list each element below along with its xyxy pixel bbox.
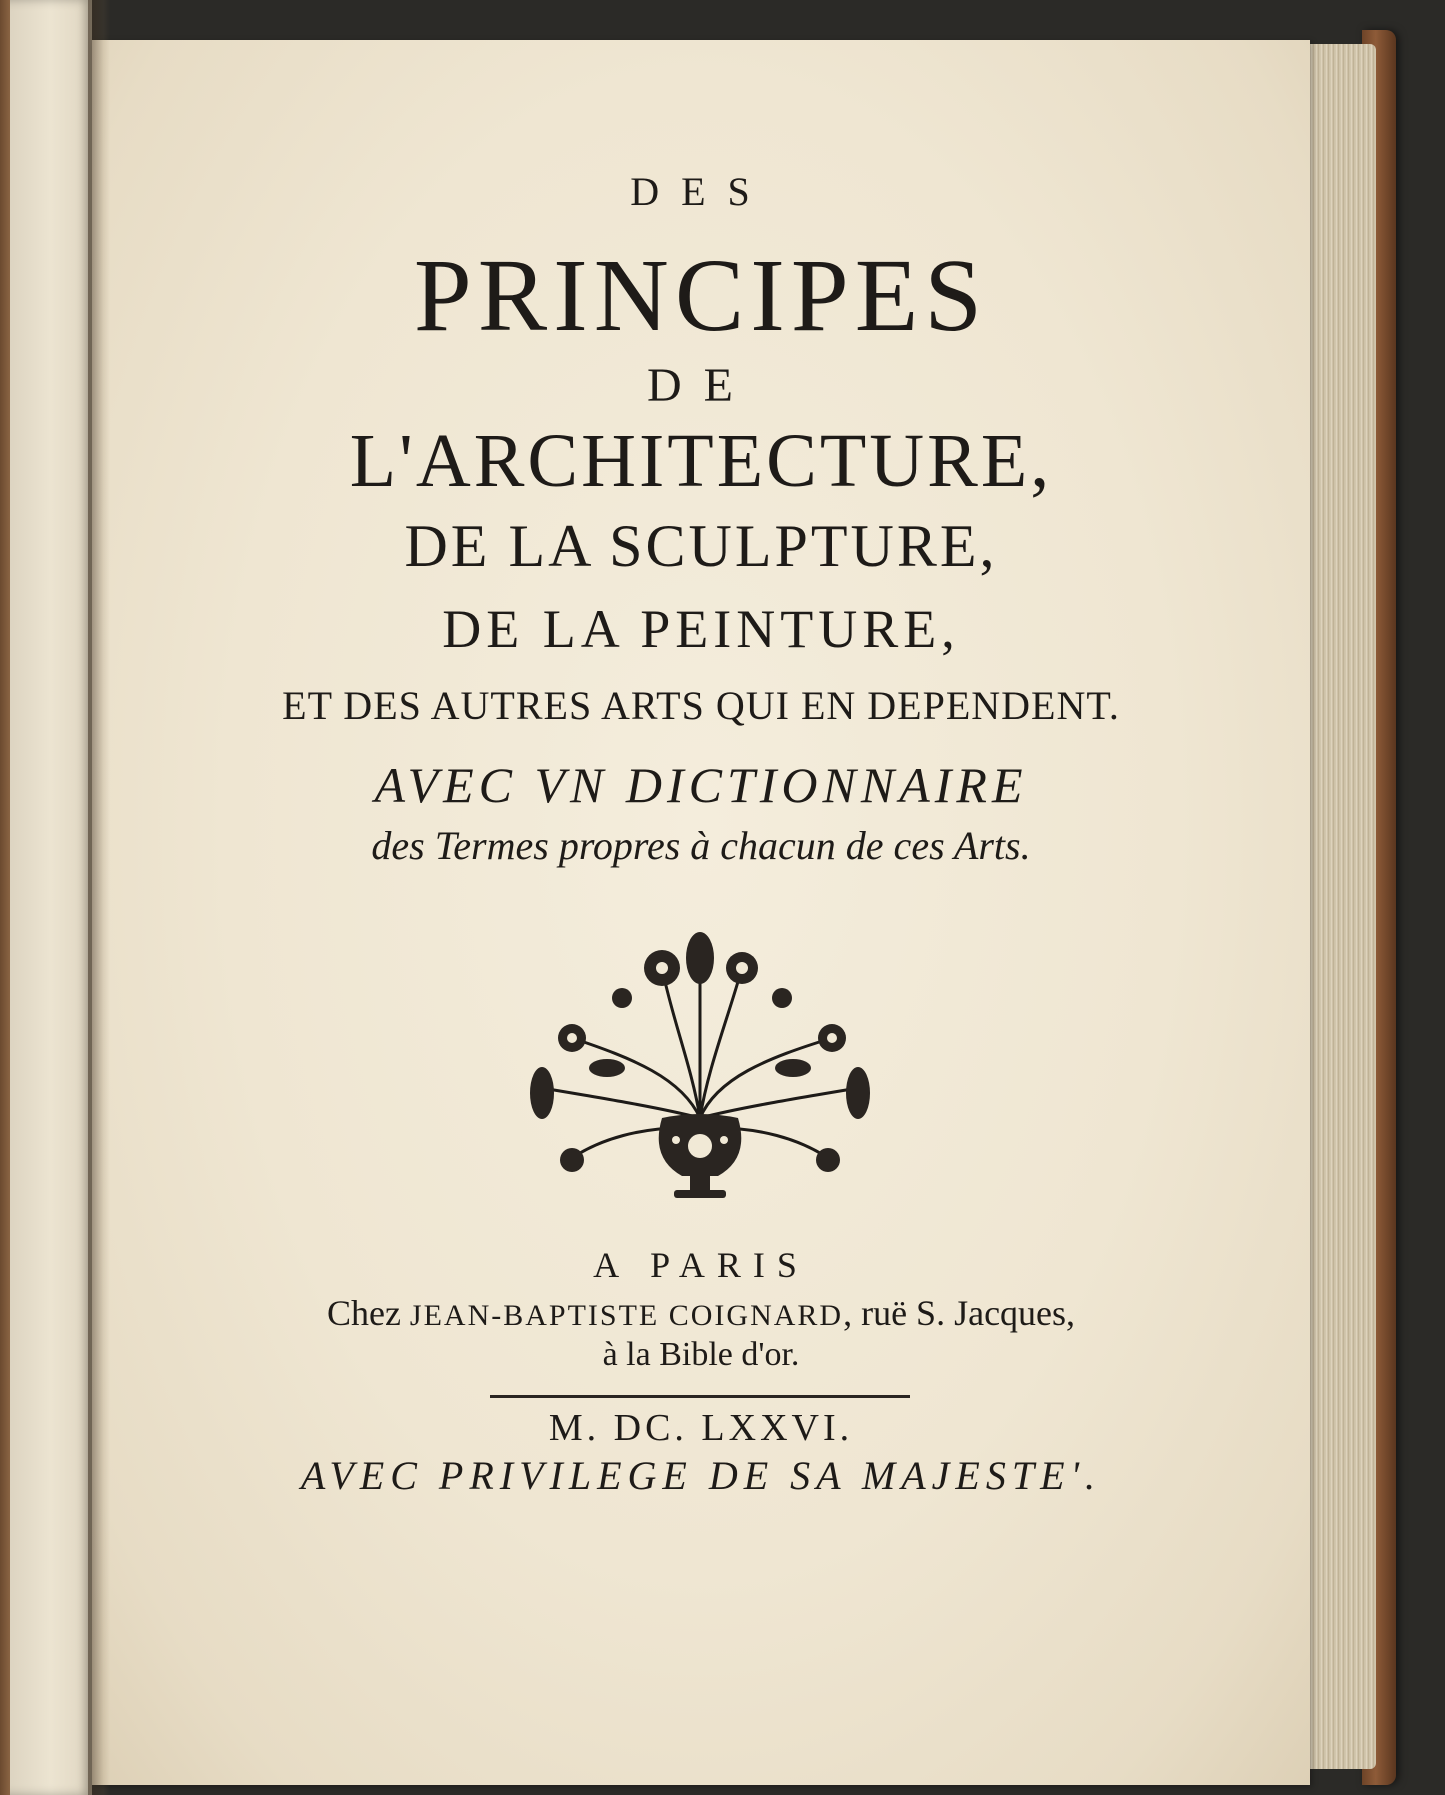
imprint-publisher-line	[92, 1292, 1310, 1334]
subtitle-line-avec: AVEC VN DICTIONNAIRE	[374, 757, 1028, 813]
flower-vase-ornament-icon	[512, 928, 888, 1210]
gutter-shadow	[88, 0, 110, 1795]
imprint-year: M. DC. LXXVI.	[548, 1407, 854, 1449]
imprint-place: A PARIS	[593, 1245, 809, 1285]
left-page	[0, 0, 92, 1795]
title-page	[92, 40, 1310, 1785]
subtitle-line-termes: des Termes propres à chacun de ces Arts.	[371, 823, 1031, 868]
imprint-publisher-name: JEAN-BAPTISTE COIGNARD	[409, 1299, 844, 1332]
title-line-principes: PRINCIPES	[413, 238, 989, 353]
left-binding	[0, 0, 10, 1795]
imprint-publisher-suffix: , ruë S. Jacques,	[843, 1293, 1076, 1333]
title-line-peinture: DE LA PEINTURE,	[442, 599, 960, 659]
imprint-publisher-prefix: Chez	[326, 1293, 410, 1333]
title-line-autres-arts: ET DES AUTRES ARTS QUI EN DEPENDENT.	[282, 683, 1120, 728]
title-line-de: DE	[647, 359, 755, 412]
fore-edge	[1300, 44, 1376, 1769]
imprint-shop: à la Bible d'or.	[602, 1336, 800, 1373]
imprint-divider-rule	[490, 1395, 910, 1398]
imprint-privilege: AVEC PRIVILEGE DE SA MAJESTE'.	[300, 1453, 1102, 1498]
title-line-des: DES	[630, 169, 772, 214]
title-line-architecture: L'ARCHITECTURE,	[349, 419, 1053, 503]
title-line-sculpture: DE LA SCULPTURE,	[404, 513, 998, 579]
